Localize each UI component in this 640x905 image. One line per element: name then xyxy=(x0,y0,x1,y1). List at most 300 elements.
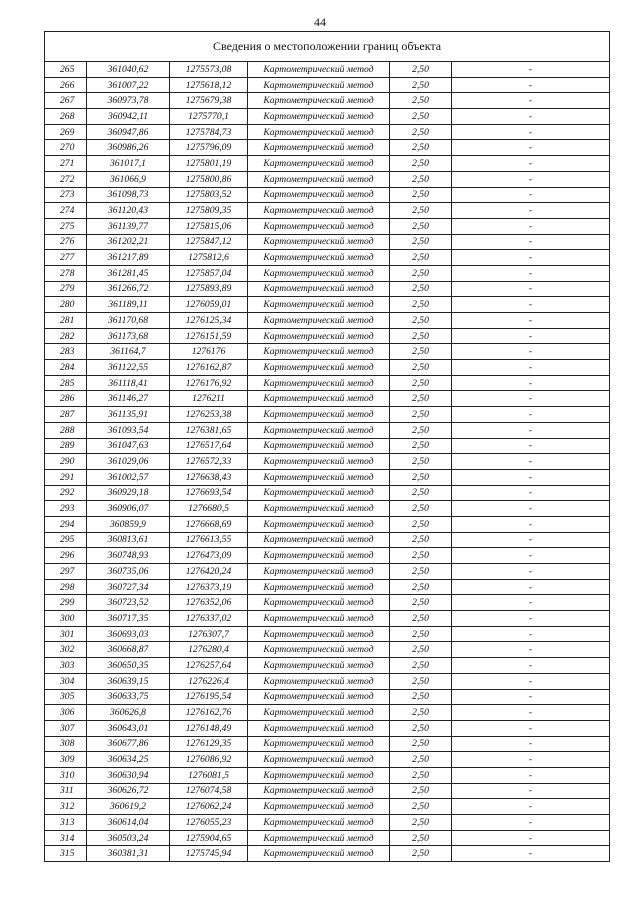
description-cell: - xyxy=(452,752,610,768)
x-coordinate-cell: 361217,89 xyxy=(87,250,170,266)
description-cell: - xyxy=(452,171,610,187)
point-number-cell: 303 xyxy=(45,658,87,674)
method-cell: Картометрический метод xyxy=(248,611,390,627)
y-coordinate-cell: 1276253,38 xyxy=(170,407,248,423)
y-coordinate-cell: 1276572,33 xyxy=(170,454,248,470)
method-cell: Картометрический метод xyxy=(248,422,390,438)
point-number-cell: 309 xyxy=(45,752,87,768)
accuracy-cell: 2,50 xyxy=(390,658,452,674)
point-number-cell: 279 xyxy=(45,281,87,297)
table-row xyxy=(45,516,610,532)
description-cell: - xyxy=(452,454,610,470)
point-number-cell: 288 xyxy=(45,422,87,438)
page-number: 44 xyxy=(314,15,326,29)
method-cell: Картометрический метод xyxy=(248,767,390,783)
y-coordinate-cell: 1275803,52 xyxy=(170,187,248,203)
method-cell: Картометрический метод xyxy=(248,344,390,360)
description-cell: - xyxy=(452,469,610,485)
method-cell: Картометрический метод xyxy=(248,454,390,470)
accuracy-cell: 2,50 xyxy=(390,815,452,831)
method-cell: Картометрический метод xyxy=(248,642,390,658)
description-cell: - xyxy=(452,297,610,313)
y-coordinate-cell: 1275770,1 xyxy=(170,109,248,125)
x-coordinate-cell: 360986,26 xyxy=(87,140,170,156)
method-cell: Картометрический метод xyxy=(248,720,390,736)
y-coordinate-cell: 1275801,19 xyxy=(170,156,248,172)
accuracy-cell: 2,50 xyxy=(390,360,452,376)
table-row xyxy=(45,328,610,344)
table-row xyxy=(45,93,610,109)
method-cell: Картометрический метод xyxy=(248,281,390,297)
y-coordinate-cell: 1276668,69 xyxy=(170,516,248,532)
method-cell: Картометрический метод xyxy=(248,501,390,517)
x-coordinate-cell: 361066,9 xyxy=(87,171,170,187)
y-coordinate-cell: 1276081,5 xyxy=(170,767,248,783)
table-row xyxy=(45,234,610,250)
table-row xyxy=(45,281,610,297)
accuracy-cell: 2,50 xyxy=(390,485,452,501)
x-coordinate-cell: 361040,62 xyxy=(87,62,170,78)
point-number-cell: 289 xyxy=(45,438,87,454)
accuracy-cell: 2,50 xyxy=(390,109,452,125)
accuracy-cell: 2,50 xyxy=(390,77,452,93)
table-row xyxy=(45,140,610,156)
x-coordinate-cell: 361118,41 xyxy=(87,375,170,391)
point-number-cell: 290 xyxy=(45,454,87,470)
table-row xyxy=(45,469,610,485)
method-cell: Картометрический метод xyxy=(248,62,390,78)
point-number-cell: 266 xyxy=(45,77,87,93)
point-number-cell: 296 xyxy=(45,548,87,564)
description-cell: - xyxy=(452,516,610,532)
method-cell: Картометрический метод xyxy=(248,77,390,93)
method-cell: Картометрический метод xyxy=(248,595,390,611)
point-number-cell: 311 xyxy=(45,783,87,799)
accuracy-cell: 2,50 xyxy=(390,156,452,172)
description-cell: - xyxy=(452,736,610,752)
point-number-cell: 276 xyxy=(45,234,87,250)
table-row xyxy=(45,720,610,736)
y-coordinate-cell: 1276062,24 xyxy=(170,799,248,815)
x-coordinate-cell: 360906,07 xyxy=(87,501,170,517)
x-coordinate-cell: 361007,22 xyxy=(87,77,170,93)
description-cell: - xyxy=(452,109,610,125)
description-cell: - xyxy=(452,673,610,689)
description-cell: - xyxy=(452,815,610,831)
accuracy-cell: 2,50 xyxy=(390,689,452,705)
accuracy-cell: 2,50 xyxy=(390,218,452,234)
point-number-cell: 272 xyxy=(45,171,87,187)
description-cell: - xyxy=(452,611,610,627)
y-coordinate-cell: 1275809,35 xyxy=(170,203,248,219)
description-cell: - xyxy=(452,328,610,344)
description-cell: - xyxy=(452,265,610,281)
y-coordinate-cell: 1276638,43 xyxy=(170,469,248,485)
description-cell: - xyxy=(452,658,610,674)
x-coordinate-cell: 360929,18 xyxy=(87,485,170,501)
y-coordinate-cell: 1276517,64 xyxy=(170,438,248,454)
method-cell: Картометрический метод xyxy=(248,375,390,391)
x-coordinate-cell: 361139,77 xyxy=(87,218,170,234)
accuracy-cell: 2,50 xyxy=(390,203,452,219)
description-cell: - xyxy=(452,846,610,862)
accuracy-cell: 2,50 xyxy=(390,501,452,517)
x-coordinate-cell: 361173,68 xyxy=(87,328,170,344)
table-row xyxy=(45,422,610,438)
method-cell: Картометрический метод xyxy=(248,564,390,580)
description-cell: - xyxy=(452,62,610,78)
description-cell: - xyxy=(452,187,610,203)
accuracy-cell: 2,50 xyxy=(390,93,452,109)
y-coordinate-cell: 1275815,06 xyxy=(170,218,248,234)
method-cell: Картометрический метод xyxy=(248,218,390,234)
x-coordinate-cell: 360942,11 xyxy=(87,109,170,125)
accuracy-cell: 2,50 xyxy=(390,328,452,344)
description-cell: - xyxy=(452,422,610,438)
method-cell: Картометрический метод xyxy=(248,328,390,344)
table-row xyxy=(45,265,610,281)
point-number-cell: 307 xyxy=(45,720,87,736)
table-row xyxy=(45,391,610,407)
accuracy-cell: 2,50 xyxy=(390,124,452,140)
x-coordinate-cell: 361266,72 xyxy=(87,281,170,297)
description-cell: - xyxy=(452,783,610,799)
method-cell: Картометрический метод xyxy=(248,438,390,454)
table-row xyxy=(45,815,610,831)
point-number-cell: 305 xyxy=(45,689,87,705)
point-number-cell: 280 xyxy=(45,297,87,313)
method-cell: Картометрический метод xyxy=(248,658,390,674)
accuracy-cell: 2,50 xyxy=(390,140,452,156)
description-cell: - xyxy=(452,438,610,454)
description-cell: - xyxy=(452,124,610,140)
method-cell: Картометрический метод xyxy=(248,171,390,187)
point-number-cell: 283 xyxy=(45,344,87,360)
table-row xyxy=(45,297,610,313)
accuracy-cell: 2,50 xyxy=(390,532,452,548)
x-coordinate-cell: 361170,68 xyxy=(87,313,170,329)
method-cell: Картометрический метод xyxy=(248,124,390,140)
description-cell: - xyxy=(452,689,610,705)
table-row xyxy=(45,501,610,517)
accuracy-cell: 2,50 xyxy=(390,313,452,329)
y-coordinate-cell: 1275784,73 xyxy=(170,124,248,140)
description-cell: - xyxy=(452,360,610,376)
point-number-cell: 281 xyxy=(45,313,87,329)
method-cell: Картометрический метод xyxy=(248,830,390,846)
point-number-cell: 273 xyxy=(45,187,87,203)
y-coordinate-cell: 1276059,01 xyxy=(170,297,248,313)
description-cell: - xyxy=(452,767,610,783)
y-coordinate-cell: 1275679,38 xyxy=(170,93,248,109)
description-cell: - xyxy=(452,548,610,564)
method-cell: Картометрический метод xyxy=(248,109,390,125)
point-number-cell: 270 xyxy=(45,140,87,156)
x-coordinate-cell: 360723,52 xyxy=(87,595,170,611)
table-row xyxy=(45,705,610,721)
table-row xyxy=(45,454,610,470)
description-cell: - xyxy=(452,250,610,266)
y-coordinate-cell: 1276352,06 xyxy=(170,595,248,611)
description-cell: - xyxy=(452,391,610,407)
x-coordinate-cell: 360727,34 xyxy=(87,579,170,595)
accuracy-cell: 2,50 xyxy=(390,752,452,768)
accuracy-cell: 2,50 xyxy=(390,673,452,689)
y-coordinate-cell: 1275893,89 xyxy=(170,281,248,297)
table-title: Сведения о местоположении границ объекта xyxy=(45,32,610,62)
method-cell: Картометрический метод xyxy=(248,799,390,815)
point-number-cell: 295 xyxy=(45,532,87,548)
description-cell: - xyxy=(452,830,610,846)
table-row xyxy=(45,595,610,611)
y-coordinate-cell: 1275904,65 xyxy=(170,830,248,846)
method-cell: Картометрический метод xyxy=(248,846,390,862)
table-row xyxy=(45,203,610,219)
point-number-cell: 267 xyxy=(45,93,87,109)
table-row xyxy=(45,783,610,799)
x-coordinate-cell: 360813,61 xyxy=(87,532,170,548)
y-coordinate-cell: 1276129,35 xyxy=(170,736,248,752)
accuracy-cell: 2,50 xyxy=(390,250,452,266)
description-cell: - xyxy=(452,234,610,250)
method-cell: Картометрический метод xyxy=(248,548,390,564)
method-cell: Картометрический метод xyxy=(248,532,390,548)
description-cell: - xyxy=(452,77,610,93)
table-row xyxy=(45,360,610,376)
accuracy-cell: 2,50 xyxy=(390,799,452,815)
method-cell: Картометрический метод xyxy=(248,187,390,203)
x-coordinate-cell: 360626,8 xyxy=(87,705,170,721)
y-coordinate-cell: 1275573,08 xyxy=(170,62,248,78)
x-coordinate-cell: 360630,94 xyxy=(87,767,170,783)
method-cell: Картометрический метод xyxy=(248,783,390,799)
x-coordinate-cell: 360614,04 xyxy=(87,815,170,831)
x-coordinate-cell: 360973,78 xyxy=(87,93,170,109)
y-coordinate-cell: 1276420,24 xyxy=(170,564,248,580)
table-body xyxy=(45,62,610,862)
x-coordinate-cell: 360650,35 xyxy=(87,658,170,674)
point-number-cell: 314 xyxy=(45,830,87,846)
method-cell: Картометрический метод xyxy=(248,297,390,313)
table-row xyxy=(45,846,610,862)
y-coordinate-cell: 1276680,5 xyxy=(170,501,248,517)
y-coordinate-cell: 1276195,54 xyxy=(170,689,248,705)
x-coordinate-cell: 360381,31 xyxy=(87,846,170,862)
x-coordinate-cell: 361122,55 xyxy=(87,360,170,376)
description-cell: - xyxy=(452,281,610,297)
point-number-cell: 315 xyxy=(45,846,87,862)
x-coordinate-cell: 360859,9 xyxy=(87,516,170,532)
point-number-cell: 299 xyxy=(45,595,87,611)
x-coordinate-cell: 360634,25 xyxy=(87,752,170,768)
method-cell: Картометрический метод xyxy=(248,140,390,156)
y-coordinate-cell: 1276613,55 xyxy=(170,532,248,548)
table-row xyxy=(45,171,610,187)
table-row xyxy=(45,187,610,203)
y-coordinate-cell: 1276373,19 xyxy=(170,579,248,595)
table-row xyxy=(45,548,610,564)
accuracy-cell: 2,50 xyxy=(390,391,452,407)
y-coordinate-cell: 1276280,4 xyxy=(170,642,248,658)
point-number-cell: 293 xyxy=(45,501,87,517)
y-coordinate-cell: 1276307,7 xyxy=(170,626,248,642)
accuracy-cell: 2,50 xyxy=(390,344,452,360)
point-number-cell: 298 xyxy=(45,579,87,595)
x-coordinate-cell: 361047,63 xyxy=(87,438,170,454)
y-coordinate-cell: 1276211 xyxy=(170,391,248,407)
description-cell: - xyxy=(452,532,610,548)
description-cell: - xyxy=(452,203,610,219)
accuracy-cell: 2,50 xyxy=(390,438,452,454)
x-coordinate-cell: 361202,21 xyxy=(87,234,170,250)
x-coordinate-cell: 360633,75 xyxy=(87,689,170,705)
description-cell: - xyxy=(452,485,610,501)
x-coordinate-cell: 361029,06 xyxy=(87,454,170,470)
accuracy-cell: 2,50 xyxy=(390,720,452,736)
method-cell: Картометрический метод xyxy=(248,407,390,423)
y-coordinate-cell: 1276074,58 xyxy=(170,783,248,799)
description-cell: - xyxy=(452,156,610,172)
accuracy-cell: 2,50 xyxy=(390,548,452,564)
table-row xyxy=(45,62,610,78)
table-row xyxy=(45,156,610,172)
table-row xyxy=(45,658,610,674)
point-number-cell: 306 xyxy=(45,705,87,721)
accuracy-cell: 2,50 xyxy=(390,407,452,423)
description-cell: - xyxy=(452,93,610,109)
description-cell: - xyxy=(452,313,610,329)
method-cell: Картометрический метод xyxy=(248,752,390,768)
y-coordinate-cell: 1276381,65 xyxy=(170,422,248,438)
method-cell: Картометрический метод xyxy=(248,579,390,595)
table-row xyxy=(45,344,610,360)
description-cell: - xyxy=(452,501,610,517)
table-row xyxy=(45,485,610,501)
table-row xyxy=(45,124,610,140)
accuracy-cell: 2,50 xyxy=(390,265,452,281)
y-coordinate-cell: 1276055,23 xyxy=(170,815,248,831)
accuracy-cell: 2,50 xyxy=(390,234,452,250)
table-row xyxy=(45,642,610,658)
point-number-cell: 302 xyxy=(45,642,87,658)
table-row xyxy=(45,407,610,423)
point-number-cell: 304 xyxy=(45,673,87,689)
x-coordinate-cell: 360947,86 xyxy=(87,124,170,140)
point-number-cell: 274 xyxy=(45,203,87,219)
y-coordinate-cell: 1276226,4 xyxy=(170,673,248,689)
description-cell: - xyxy=(452,140,610,156)
point-number-cell: 284 xyxy=(45,360,87,376)
description-cell: - xyxy=(452,799,610,815)
x-coordinate-cell: 361120,43 xyxy=(87,203,170,219)
table-row xyxy=(45,579,610,595)
point-number-cell: 269 xyxy=(45,124,87,140)
x-coordinate-cell: 360717,35 xyxy=(87,611,170,627)
table-row xyxy=(45,626,610,642)
table-row xyxy=(45,611,610,627)
point-number-cell: 271 xyxy=(45,156,87,172)
table-row xyxy=(45,830,610,846)
accuracy-cell: 2,50 xyxy=(390,187,452,203)
method-cell: Картометрический метод xyxy=(248,469,390,485)
table-header-row xyxy=(45,32,610,62)
y-coordinate-cell: 1275857,04 xyxy=(170,265,248,281)
x-coordinate-cell: 361164,7 xyxy=(87,344,170,360)
y-coordinate-cell: 1276086,92 xyxy=(170,752,248,768)
accuracy-cell: 2,50 xyxy=(390,579,452,595)
table-row xyxy=(45,375,610,391)
point-number-cell: 312 xyxy=(45,799,87,815)
table-row xyxy=(45,767,610,783)
x-coordinate-cell: 360677,86 xyxy=(87,736,170,752)
method-cell: Картометрический метод xyxy=(248,360,390,376)
y-coordinate-cell: 1276257,64 xyxy=(170,658,248,674)
point-number-cell: 300 xyxy=(45,611,87,627)
table-row xyxy=(45,109,610,125)
point-number-cell: 265 xyxy=(45,62,87,78)
method-cell: Картометрический метод xyxy=(248,93,390,109)
point-number-cell: 282 xyxy=(45,328,87,344)
description-cell: - xyxy=(452,626,610,642)
y-coordinate-cell: 1276125,34 xyxy=(170,313,248,329)
table-row xyxy=(45,77,610,93)
x-coordinate-cell: 360735,06 xyxy=(87,564,170,580)
y-coordinate-cell: 1276162,87 xyxy=(170,360,248,376)
accuracy-cell: 2,50 xyxy=(390,611,452,627)
method-cell: Картометрический метод xyxy=(248,234,390,250)
boundary-table xyxy=(44,31,610,862)
point-number-cell: 301 xyxy=(45,626,87,642)
x-coordinate-cell: 361017,1 xyxy=(87,156,170,172)
x-coordinate-cell: 360748,93 xyxy=(87,548,170,564)
point-number-cell: 275 xyxy=(45,218,87,234)
table-row xyxy=(45,689,610,705)
description-cell: - xyxy=(452,705,610,721)
table-row xyxy=(45,250,610,266)
y-coordinate-cell: 1276151,59 xyxy=(170,328,248,344)
table-row xyxy=(45,218,610,234)
x-coordinate-cell: 360626,72 xyxy=(87,783,170,799)
x-coordinate-cell: 361135,91 xyxy=(87,407,170,423)
method-cell: Картометрический метод xyxy=(248,203,390,219)
method-cell: Картометрический метод xyxy=(248,705,390,721)
accuracy-cell: 2,50 xyxy=(390,469,452,485)
description-cell: - xyxy=(452,564,610,580)
accuracy-cell: 2,50 xyxy=(390,626,452,642)
description-cell: - xyxy=(452,218,610,234)
y-coordinate-cell: 1276176 xyxy=(170,344,248,360)
y-coordinate-cell: 1275745,94 xyxy=(170,846,248,862)
accuracy-cell: 2,50 xyxy=(390,375,452,391)
point-number-cell: 286 xyxy=(45,391,87,407)
x-coordinate-cell: 361098,73 xyxy=(87,187,170,203)
table-row xyxy=(45,564,610,580)
method-cell: Картометрический метод xyxy=(248,689,390,705)
method-cell: Картометрический метод xyxy=(248,516,390,532)
y-coordinate-cell: 1275618,12 xyxy=(170,77,248,93)
method-cell: Картометрический метод xyxy=(248,265,390,281)
description-cell: - xyxy=(452,579,610,595)
x-coordinate-cell: 361093,54 xyxy=(87,422,170,438)
y-coordinate-cell: 1275847,12 xyxy=(170,234,248,250)
point-number-cell: 268 xyxy=(45,109,87,125)
method-cell: Картометрический метод xyxy=(248,250,390,266)
point-number-cell: 287 xyxy=(45,407,87,423)
accuracy-cell: 2,50 xyxy=(390,62,452,78)
description-cell: - xyxy=(452,720,610,736)
y-coordinate-cell: 1275800,86 xyxy=(170,171,248,187)
x-coordinate-cell: 360693,03 xyxy=(87,626,170,642)
